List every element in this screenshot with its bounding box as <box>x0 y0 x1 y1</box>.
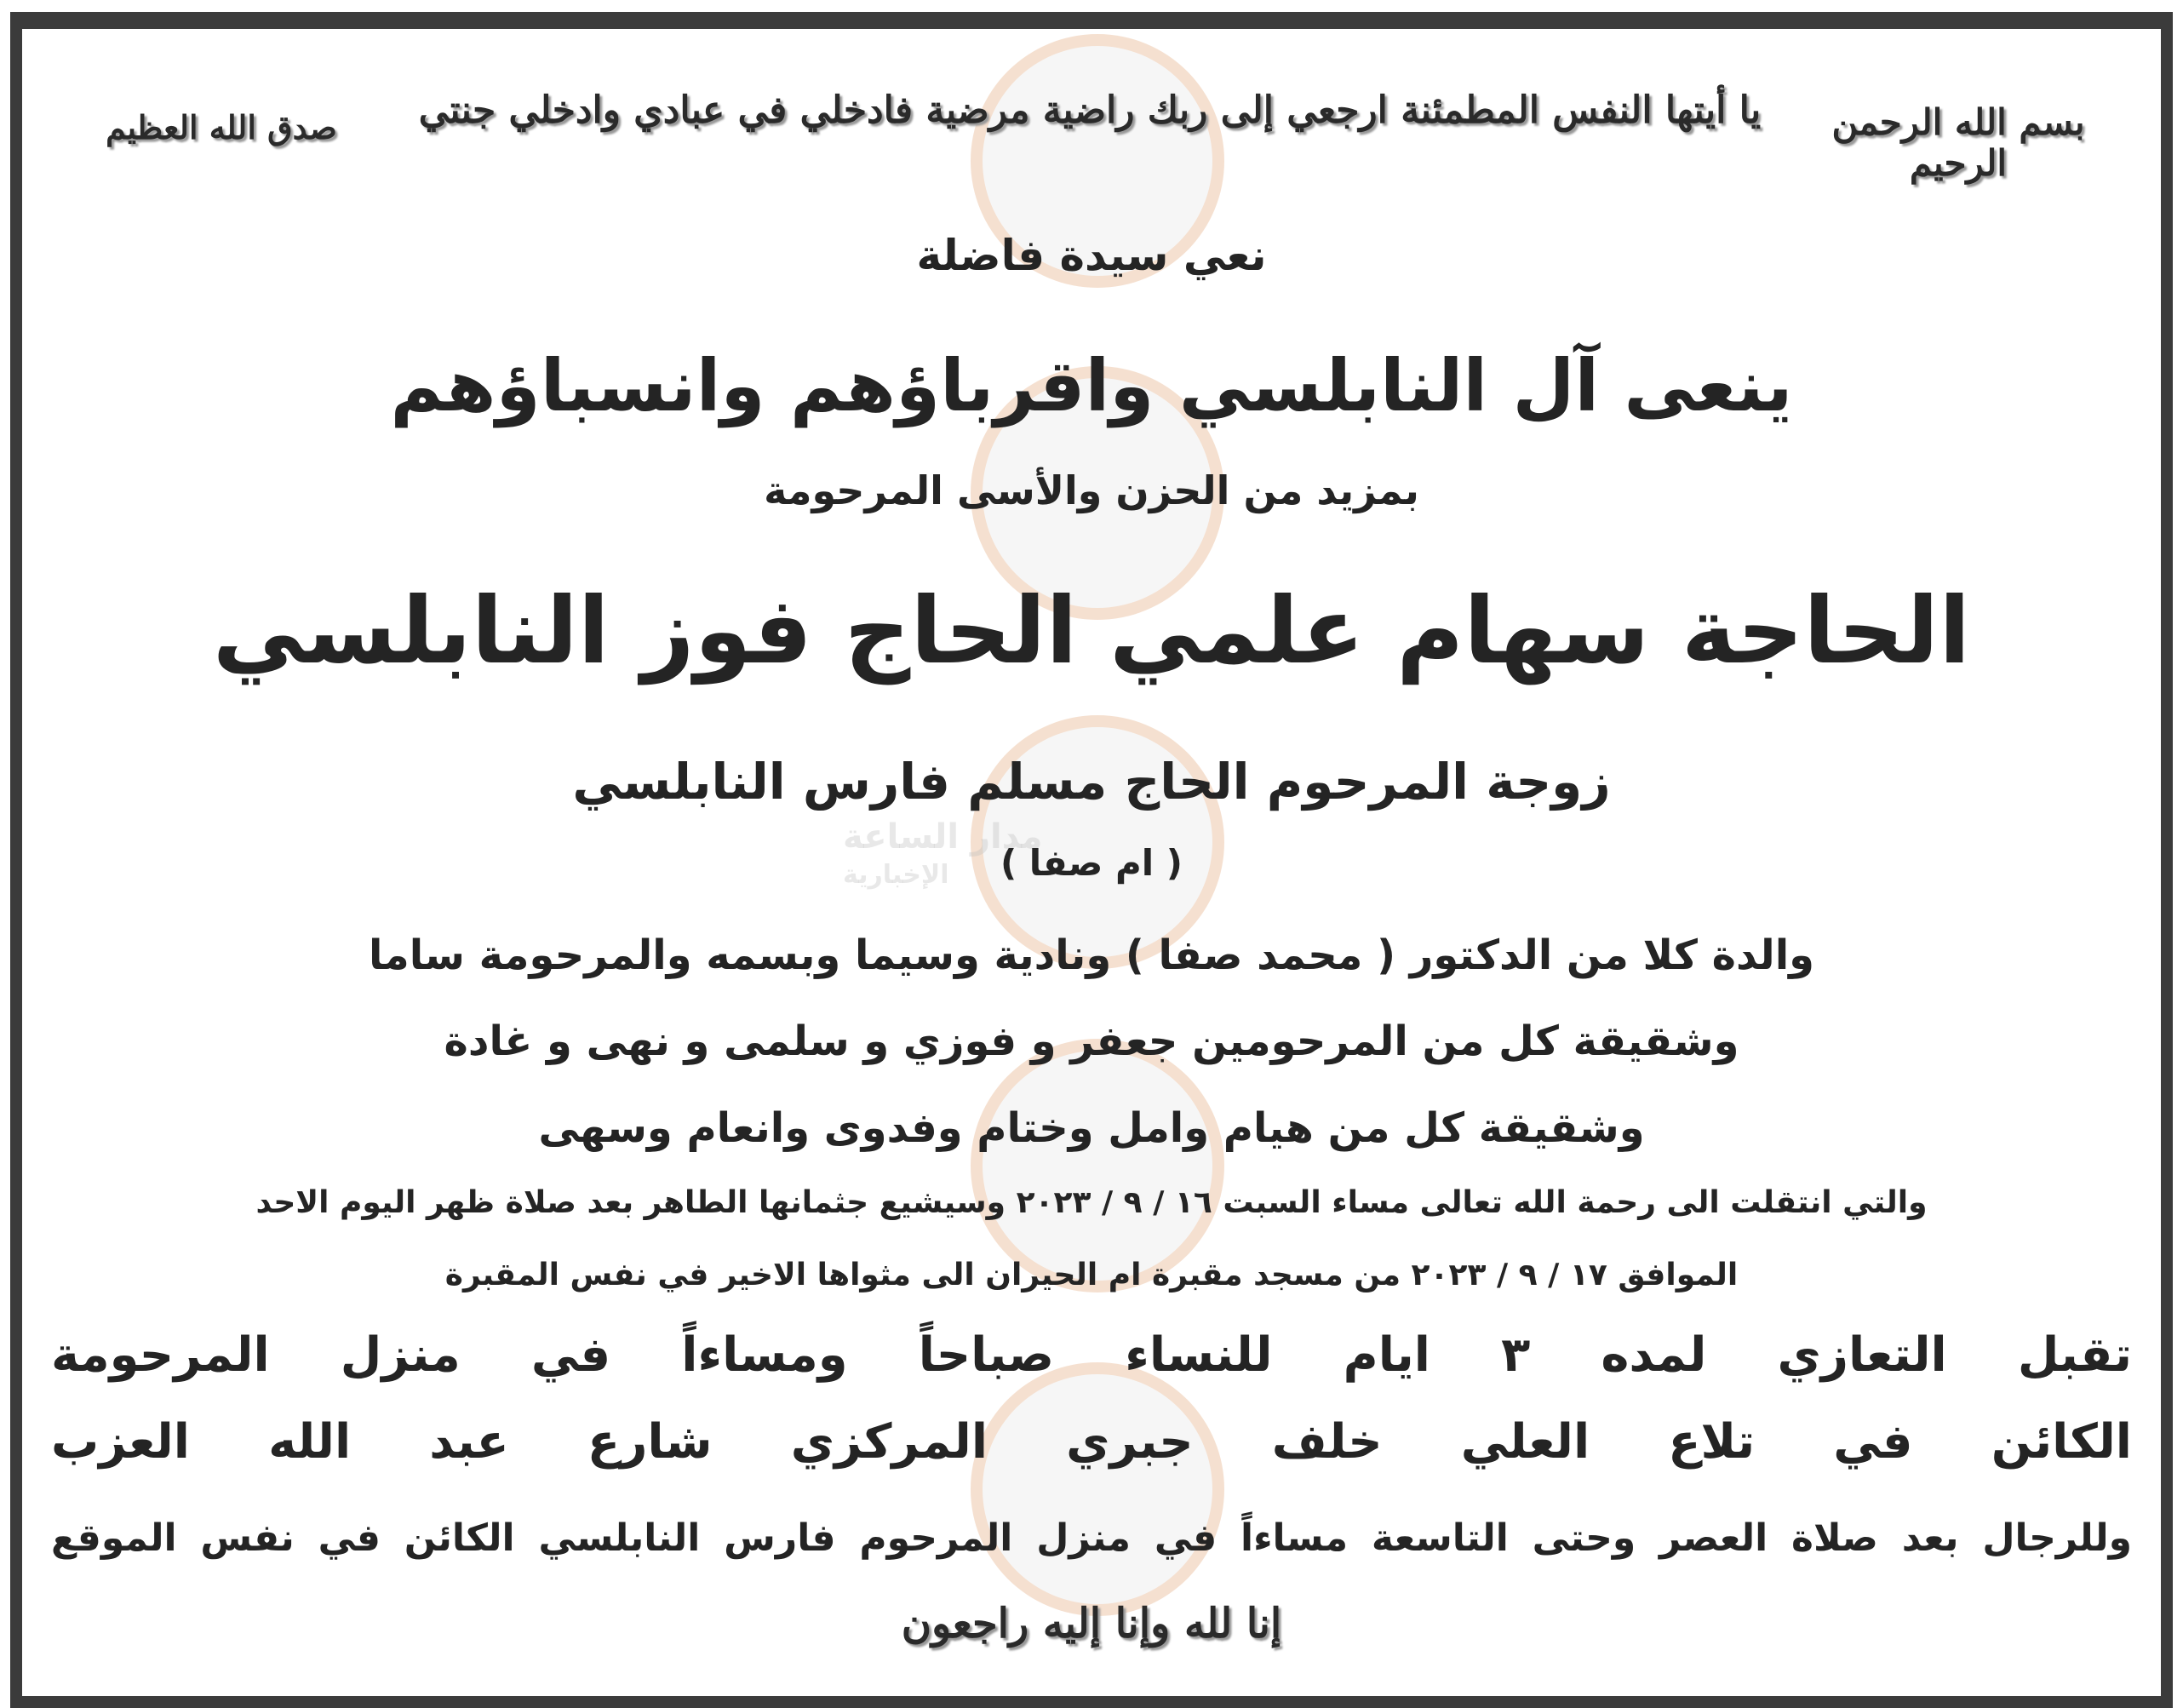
nickname: ( ام صفا ) <box>1000 842 1183 884</box>
intro-text: بمزيد من الحزن والأسى المرحومة <box>764 467 1419 513</box>
announcers: ينعى آل النابلسي واقرباؤهم وانسباؤهم <box>390 344 1793 427</box>
quran-verse: يا أيتها النفس المطمئنة ارجعي إلى ربك راضية مرضية فادخلي في عبادي وادخلي جنتي <box>418 89 1762 132</box>
relation-line: وشقيقة كل من هيام وامل وختام وفدوى وانعام وسهى <box>538 1104 1645 1152</box>
watermark-tagline: الإخبارية <box>843 860 949 890</box>
funeral-line: الموافق ١٧ / ٩ / ٢٠٢٣ من مسجد مقبرة ام الحيران الى مثواها الاخير في نفس المقبرة <box>444 1258 1739 1292</box>
spouse-line: زوجة المرحوم الحاج مسلم فارس النابلسي <box>572 753 1611 811</box>
basmala: بسم الله الرحمن الرحيم <box>1831 101 2085 185</box>
notice-subtitle: نعي سيدة فاضلة <box>916 231 1267 280</box>
deceased-name: الحاجة سهام علمي الحاج فوز النابلسي <box>212 578 1971 685</box>
relation-line: وشقيقة كل من المرحومين جعفر و فوزي و سلمى و نهى و غادة <box>444 1017 1739 1065</box>
relation-line: والدة كلا من الدكتور ( محمد صفا ) ونادية وسيما وبسمه والمرحومة ساما <box>369 931 1814 979</box>
funeral-line: والتي انتقلت الى رحمة الله تعالى مساء السبت ١٦ / ٩ / ٢٠٢٣ وسيشيع جثمانها الطاهر بعد صلاة ظهر اليوم الاحد <box>255 1185 1928 1220</box>
condolence-line: الكائن في تلاع العلي خلف جبري المركزي شارع عبد الله العزب <box>51 1414 2132 1470</box>
condolence-line: تقبل التعازي لمده ٣ ايام للنساء صباحاً ومساءاً في منزل المرحومة <box>51 1327 2133 1383</box>
condolence-line: وللرجال بعد صلاة العصر وحتى التاسعة مساءاً في منزل المرحوم فارس النابلسي الكائن في نفس الموقع <box>51 1516 2132 1560</box>
closing-phrase: صدق الله العظيم <box>106 108 337 146</box>
watermark-brand: مدار الساعة <box>843 817 1043 857</box>
footer-verse: إنا لله وإنا إليه راجعون <box>901 1600 1282 1648</box>
